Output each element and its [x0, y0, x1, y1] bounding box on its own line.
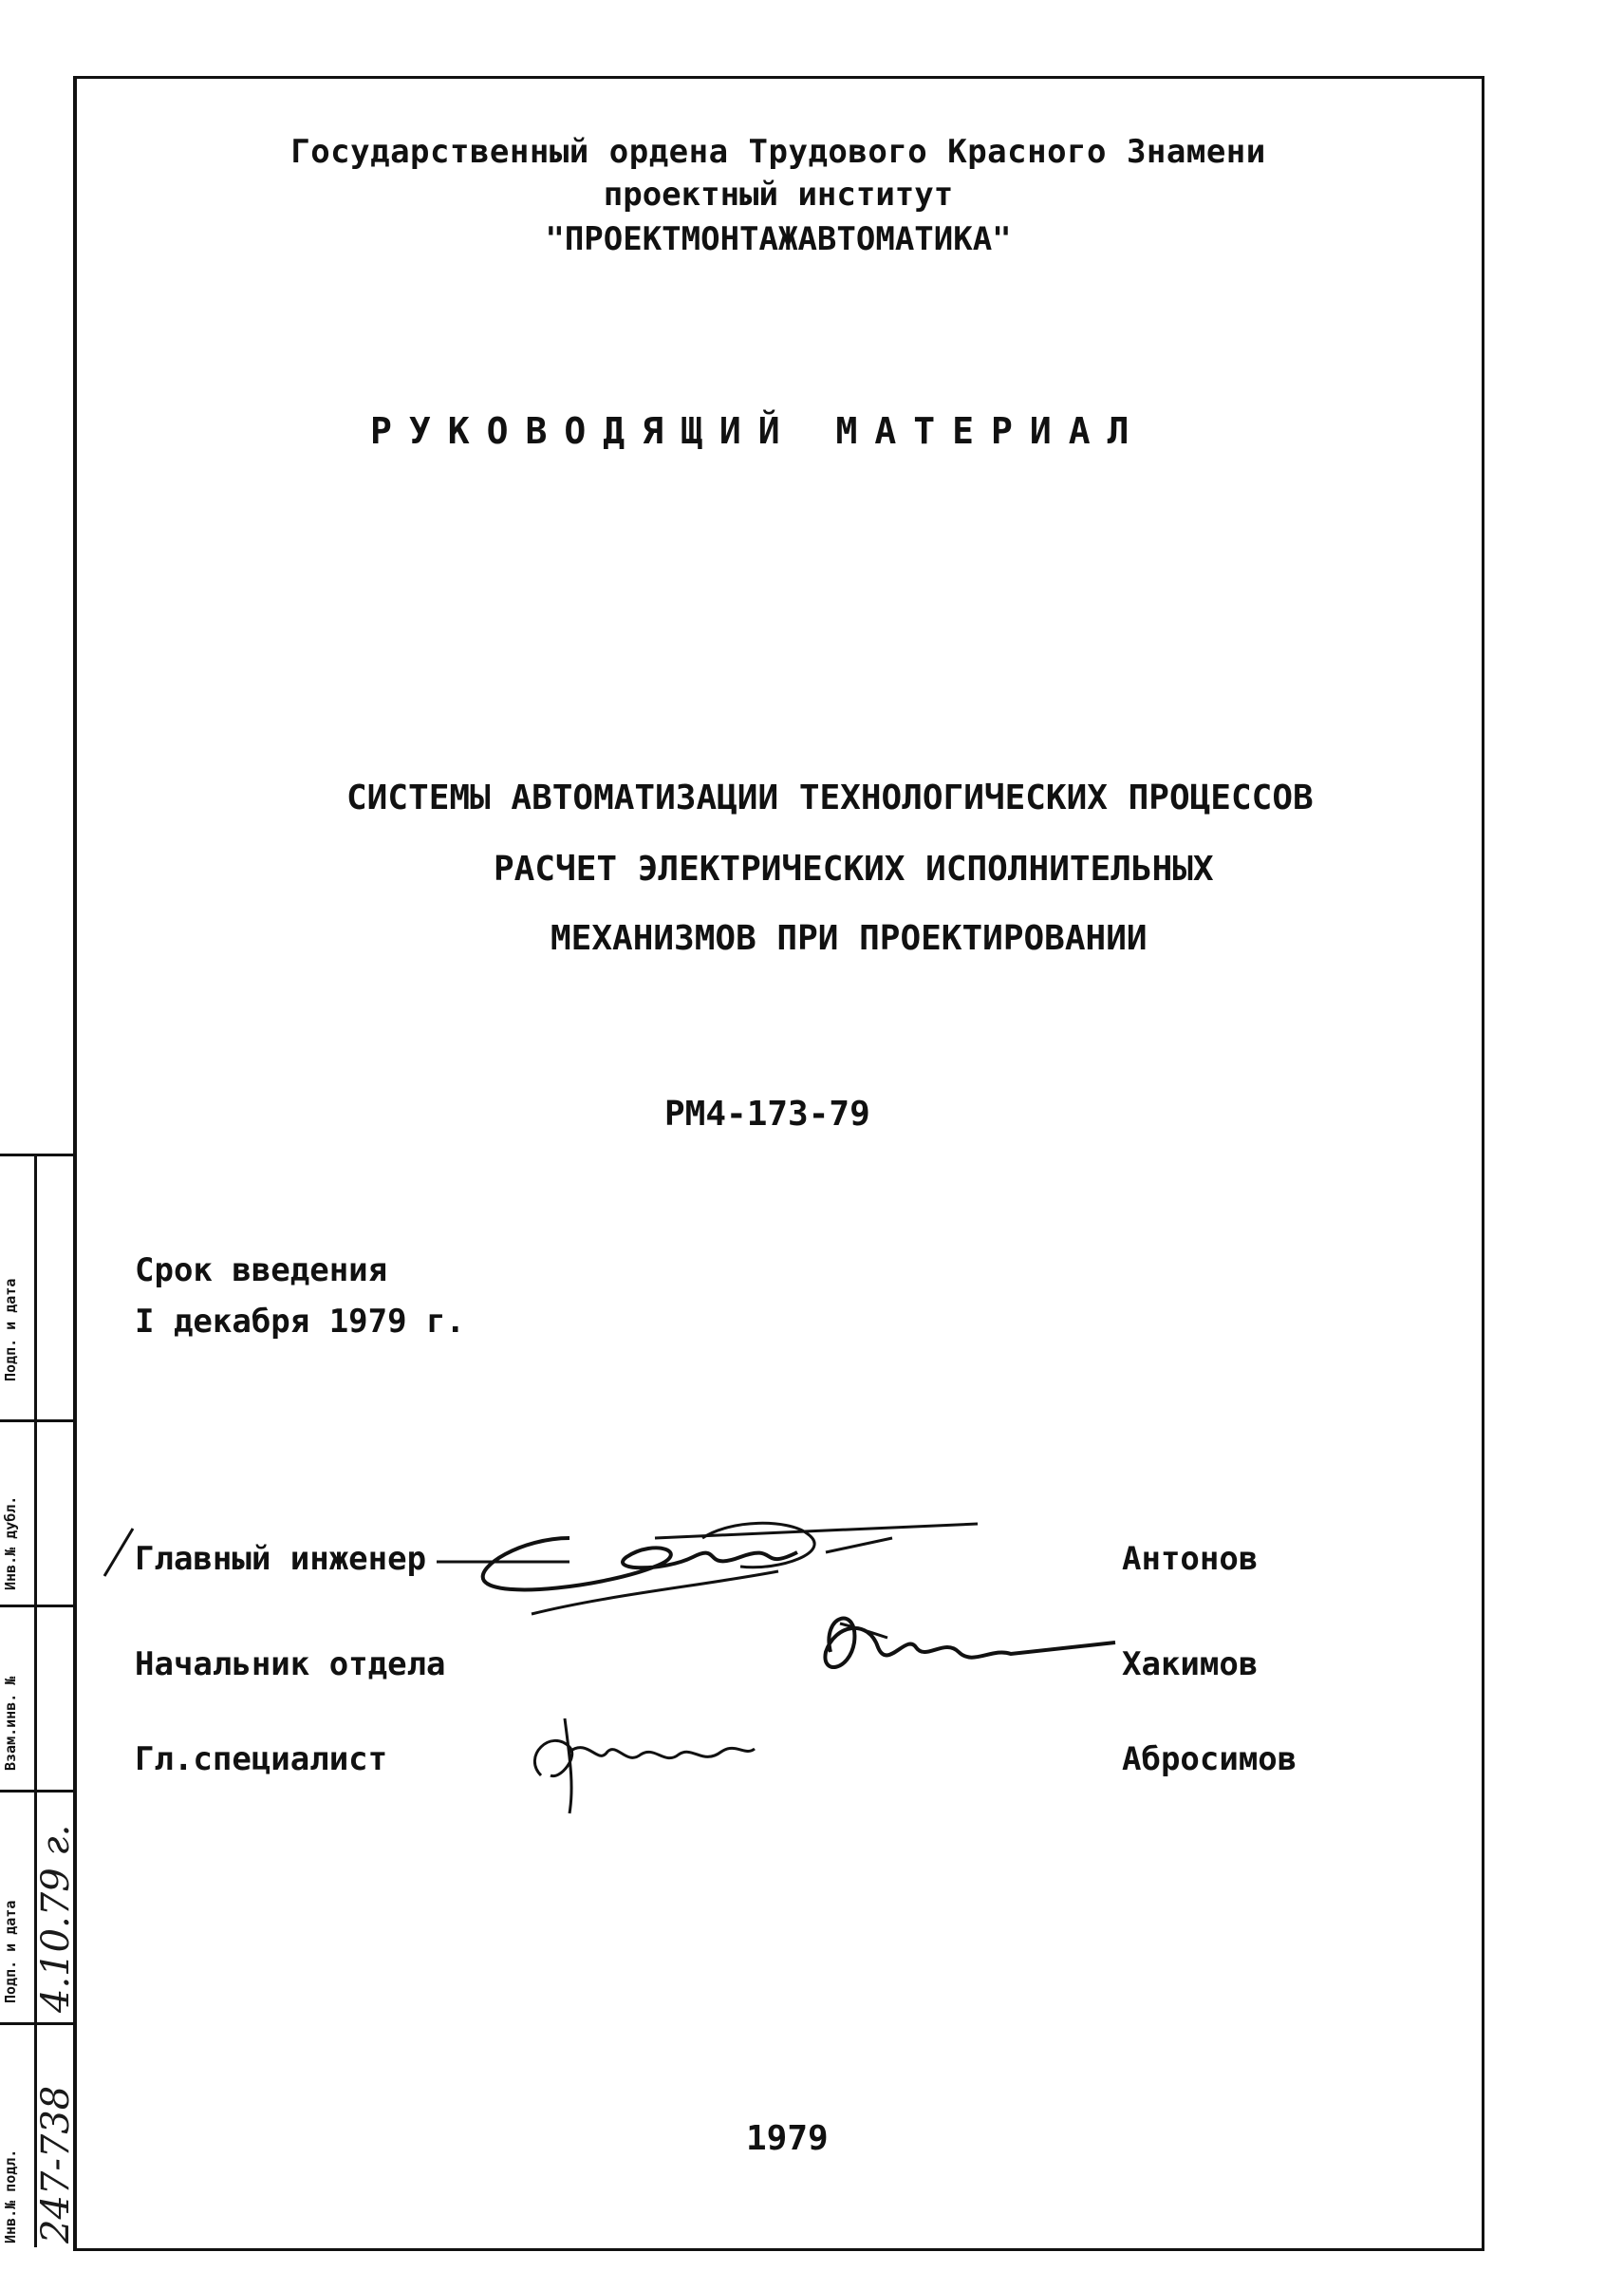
name-chief-engineer: Антонов: [1122, 1540, 1259, 1578]
stamp-label-sign-date-1: Подп. и дата: [2, 1278, 19, 1381]
registration-stamp: [0, 1154, 78, 2247]
name-department-head: Хакимов: [1122, 1645, 1259, 1683]
org-line-1: Государственный ордена Трудового Красного Знамени: [290, 133, 1266, 171]
stamp-handwritten-inv: 247-738: [34, 2085, 78, 2243]
effective-label: Срок введения: [135, 1251, 388, 1289]
position-chief-engineer: Главный инженер: [135, 1540, 427, 1578]
signature-chief-specialist: [513, 1699, 778, 1823]
stamp-row-line: [0, 2022, 74, 2025]
publication-year: 1979: [746, 2119, 829, 2158]
stamp-divider: [34, 1154, 37, 2247]
stamp-label-dup-inv: Инв.№ дубл.: [2, 1495, 19, 1590]
stamp-label-sign-date-2: Подп. и дата: [2, 1900, 19, 2003]
signature-department-head: [802, 1595, 1125, 1699]
stamp-row-line: [0, 1605, 74, 1607]
document-type: РУКОВОДЯЩИЙ МАТЕРИАЛ: [370, 410, 1147, 452]
stamp-row-line: [0, 1154, 74, 1156]
document-code: РМ4-173-79: [664, 1095, 870, 1134]
stamp-label-original-inv: Инв.№ подл.: [2, 2149, 19, 2243]
stamp-label-replaced-inv: Взам.инв. №: [2, 1676, 19, 1771]
org-line-3: "ПРОЕКТМОНТАЖАВТОМАТИКА": [545, 220, 1012, 258]
stamp-handwritten-date: 4.10.79 г.: [34, 1824, 78, 2013]
effective-date: I декабря 1979 г.: [135, 1303, 465, 1341]
position-department-head: Начальник отдела: [135, 1645, 446, 1683]
stamp-row-line: [0, 1790, 74, 1793]
stamp-row-line: [0, 1419, 74, 1422]
title-line-1: СИСТЕМЫ АВТОМАТИЗАЦИИ ТЕХНОЛОГИЧЕСКИХ ПРОЦЕССОВ: [346, 779, 1314, 817]
position-chief-specialist: Гл.специалист: [135, 1740, 388, 1778]
title-line-3: МЕХАНИЗМОВ ПРИ ПРОЕКТИРОВАНИИ: [551, 919, 1148, 958]
org-line-2: проектный институт: [603, 176, 954, 214]
page-frame: [73, 76, 1484, 2251]
slash-mark: [100, 1524, 138, 1581]
title-line-2: РАСЧЕТ ЭЛЕКТРИЧЕСКИХ ИСПОЛНИТЕЛЬНЫХ: [494, 850, 1214, 889]
name-chief-specialist: Абросимов: [1122, 1740, 1297, 1778]
